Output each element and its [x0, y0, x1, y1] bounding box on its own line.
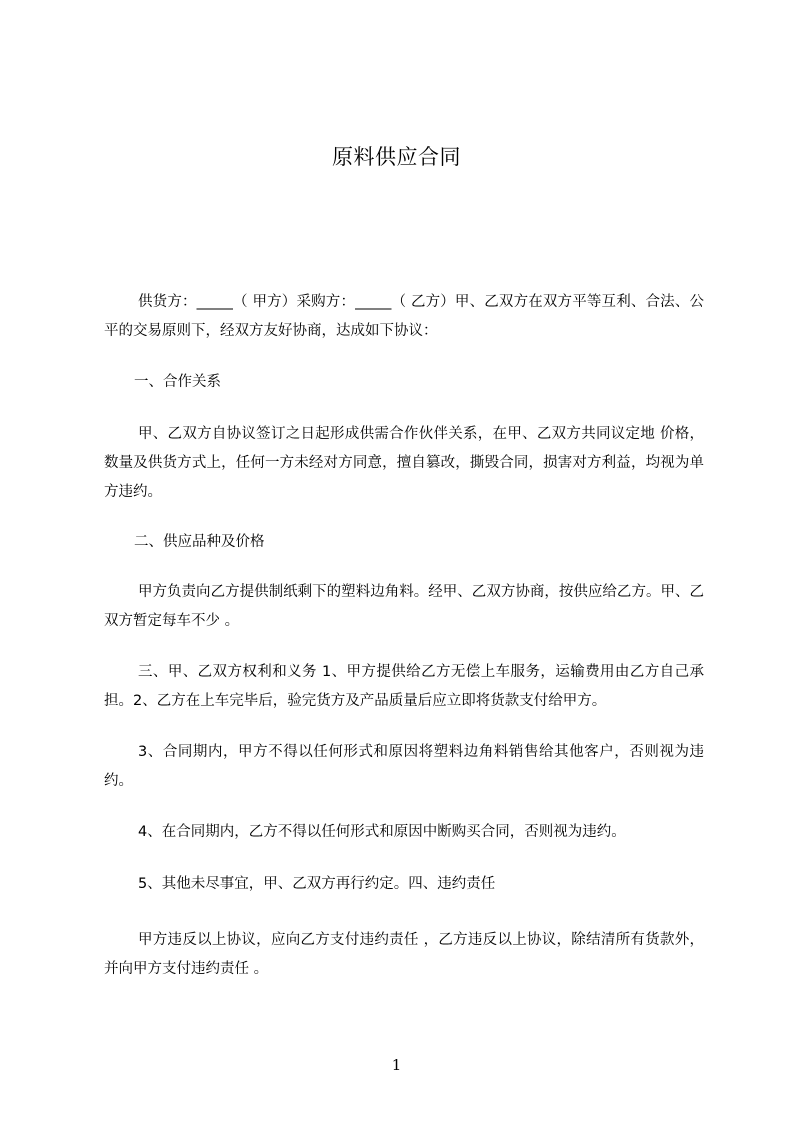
clause-4-paragraph: 4、在合同期内，乙方不得以任何形式和原因中断购买合同，否则视为违约。 — [138, 824, 626, 840]
document-title: 原料供应合同 — [332, 145, 461, 169]
intro-paragraph: 供货方：_____（ 甲方）采购方：_____（ 乙方）甲、乙双方在双方平等互利、合法、公平的交易原则下，经双方友好协商，达成如下协议： — [104, 294, 704, 339]
section-1-heading: 一、合作关系 — [134, 374, 221, 390]
section-3-paragraph: 三、甲、乙双方权利和义务 1、甲方提供给乙方无偿上车服务，运输费用由乙方自己承担。2、乙方在上车完毕后，验完货方及产品质量后应立即将货款支付给甲方。 — [104, 664, 704, 709]
breach-paragraph: 甲方违反以上协议，应向乙方支付违约责任 ，乙方违反以上协议，除结清所有货款外，并向甲方支付违约责任 。 — [104, 932, 704, 977]
section-1-paragraph: 甲、乙双方自协议签订之日起形成供需合作伙伴关系，在甲、乙双方共同议定地 价格，数量及供货方式上，任何一方未经对方同意，擅自篡改，撕毁合同，损害对方利益，均视为单方违约。 — [104, 426, 704, 500]
section-2-paragraph: 甲方负责向乙方提供制纸剩下的塑料边角料。经甲、乙双方协商，按供应给乙方。甲、乙双方暂定每车不少 。 — [104, 584, 704, 629]
section-2-heading: 二、供应品种及价格 — [134, 534, 265, 550]
clause-5-paragraph: 5、其他未尽事宜，甲、乙双方再行约定。四、违约责任 — [138, 876, 496, 892]
page-number: 1 — [391, 1056, 402, 1074]
clause-3-paragraph: 3、合同期内，甲方不得以任何形式和原因将塑料边角料销售给其他客户，否则视为违约。 — [104, 744, 704, 789]
